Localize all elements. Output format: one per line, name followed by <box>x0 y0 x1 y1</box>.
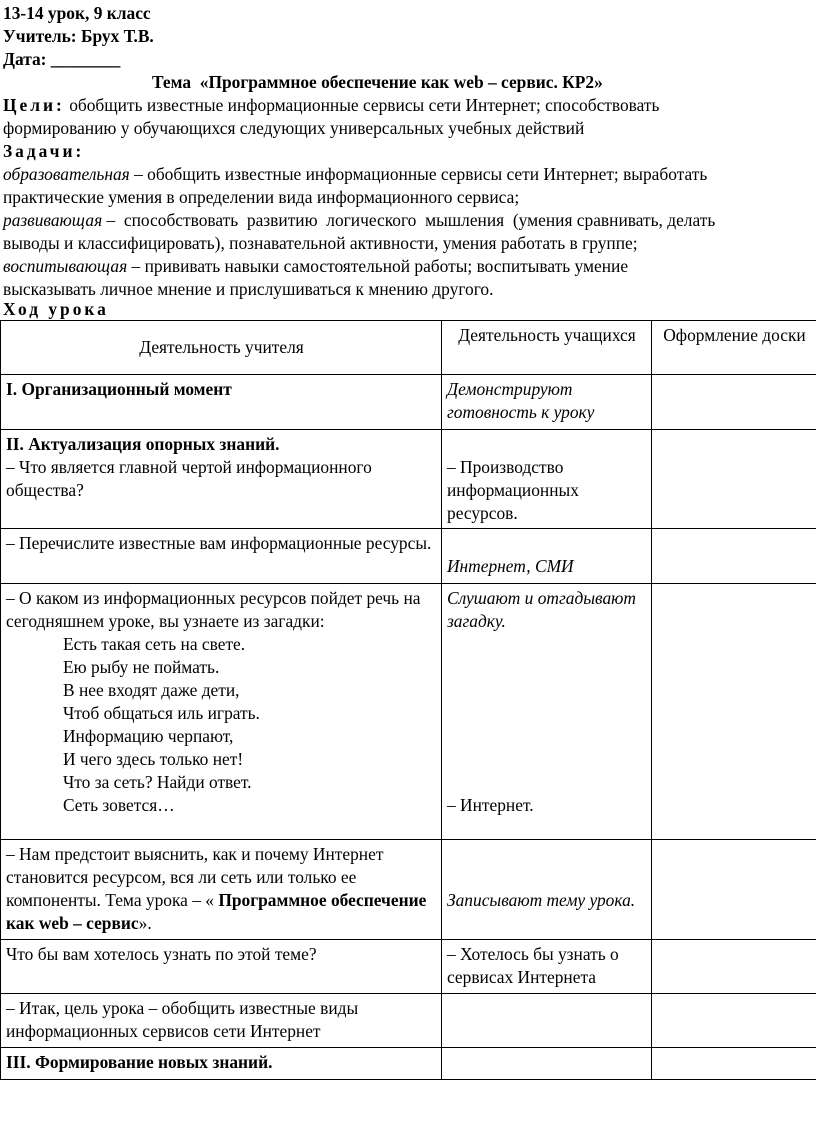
table-row <box>1 584 816 840</box>
row2-teacher-text: – Что является главной чертой информационного общества? <box>6 457 372 500</box>
goals-text-2: формированию у обучающихся следующих универсальных учебных действий <box>3 118 585 138</box>
row1-teacher: I. Организационный момент <box>1 375 442 430</box>
poem-line: Ею рыбу не поймать. <box>63 657 220 677</box>
poem-line: Есть такая сеть на свете. <box>63 634 246 654</box>
poem-line: И чего здесь только нет! <box>63 749 244 769</box>
header-board: Оформление доски <box>652 321 816 375</box>
task-educational-text: – обобщить известные информационные сервисы сети Интернет; выработать <box>129 164 708 184</box>
row3-teacher: – Перечислите известные вам информационные ресурсы. <box>1 529 442 584</box>
task-educational-text-2: практические умения в определении вида информационного сервиса; <box>3 187 520 207</box>
row5-topic-bold: Программное обеспечение как web – сервис <box>6 890 427 933</box>
row3-students-text: Интернет, СМИ <box>447 556 574 576</box>
task-educational <box>3 163 707 186</box>
row6-teacher: Что бы вам хотелось узнать по этой теме? <box>1 940 442 994</box>
row2-teacher-title: II. Актуализация опорных знаний. <box>6 434 280 454</box>
row2-students <box>442 430 652 529</box>
lesson-topic: Тема «Программное обеспечение как web – сервис. КР2» <box>152 72 603 92</box>
table-row <box>1 840 816 940</box>
task-developing <box>3 209 715 232</box>
row4-teacher <box>1 584 442 840</box>
row4-students <box>442 584 652 840</box>
row4-students-text: Слушают и отгадывают загадку. <box>447 588 636 631</box>
row7-board <box>652 994 816 1048</box>
teacher-name: Учитель: Брух Т.В. <box>3 26 154 46</box>
header-students: Деятельность учащихся <box>442 321 652 375</box>
goals-line-1 <box>3 94 659 117</box>
row4-teacher-text: – О каком из информационных ресурсов пойдет речь на сегодняшнем уроке, вы узнаете из загадки: <box>6 588 421 631</box>
row7-teacher: – Итак, цель урока – обобщить известные виды информационных сервисов сети Интернет <box>1 994 442 1048</box>
row2-students-text: – Производство информационных ресурсов. <box>447 457 579 523</box>
row4-board <box>652 584 816 840</box>
table-row <box>1 994 816 1048</box>
row3-board <box>652 529 816 584</box>
row1-students: Демонстрируют готовность к уроку <box>442 375 652 430</box>
poem-line: Сеть зовется… <box>63 795 175 815</box>
poem-line: Информацию черпают, <box>63 726 234 746</box>
lesson-table <box>0 320 816 1080</box>
task-developing-text-2: выводы и классифицировать), познавательной активности, умения работать в группе; <box>3 233 638 253</box>
poem-line: Чтоб общаться иль играть. <box>63 703 260 723</box>
header-teacher: Деятельность учителя <box>1 321 442 375</box>
row2-board <box>652 430 816 529</box>
row8-teacher: III. Формирование новых знаний. <box>1 1048 442 1080</box>
goals-text-1: обобщить известные информационные сервисы сети Интернет; способствовать <box>69 95 660 115</box>
row5-teacher-end: ». <box>138 913 152 933</box>
task-developing-label: развивающая <box>3 210 103 230</box>
table-row <box>1 1048 816 1080</box>
poem-line: В нее входят даже дети, <box>63 680 240 700</box>
poem-line: Что за сеть? Найди ответ. <box>63 772 252 792</box>
task-developing-text: – способствовать развитию логического мышления (умения сравнивать, делать <box>102 210 716 230</box>
row6-students: – Хотелось бы узнать о сервисах Интернета <box>442 940 652 994</box>
task-upbringing-text: – прививать навыки самостоятельной работы; воспитывать умение <box>127 256 629 276</box>
row7-students <box>442 994 652 1048</box>
table-row <box>1 430 816 529</box>
tasks-label: Задачи: <box>3 141 85 161</box>
row5-teacher <box>1 840 442 940</box>
task-upbringing <box>3 255 628 278</box>
row4-students-answer: – Интернет. <box>447 795 534 815</box>
table-row <box>1 375 816 430</box>
goals-label: Цели: <box>3 95 65 115</box>
row1-board <box>652 375 816 430</box>
row5-students <box>442 840 652 940</box>
riddle-poem <box>63 633 437 817</box>
course-label: Ход урока <box>3 299 109 319</box>
lesson-date: Дата: ________ <box>3 49 121 69</box>
row5-board <box>652 840 816 940</box>
task-upbringing-label: воспитывающая <box>3 256 128 276</box>
row8-board <box>652 1048 816 1080</box>
row2-teacher <box>1 430 442 529</box>
row3-students <box>442 529 652 584</box>
row6-board <box>652 940 816 994</box>
task-educational-label: образовательная <box>3 164 130 184</box>
row8-students <box>442 1048 652 1080</box>
lesson-number: 13-14 урок, 9 класс <box>3 3 151 23</box>
row5-teacher-text: – Нам предстоит выяснить, как и почему Интернет становится ресурсом, вся ли сеть или только ее компоненты. Тема урока – « <box>6 844 384 910</box>
table-row <box>1 529 816 584</box>
row5-students-text: Записывают тему урока. <box>447 890 636 910</box>
table-header-row <box>1 321 816 375</box>
task-upbringing-text-2: высказывать личное мнение и прислушиваться к мнению другого. <box>3 279 494 299</box>
table-row <box>1 940 816 994</box>
